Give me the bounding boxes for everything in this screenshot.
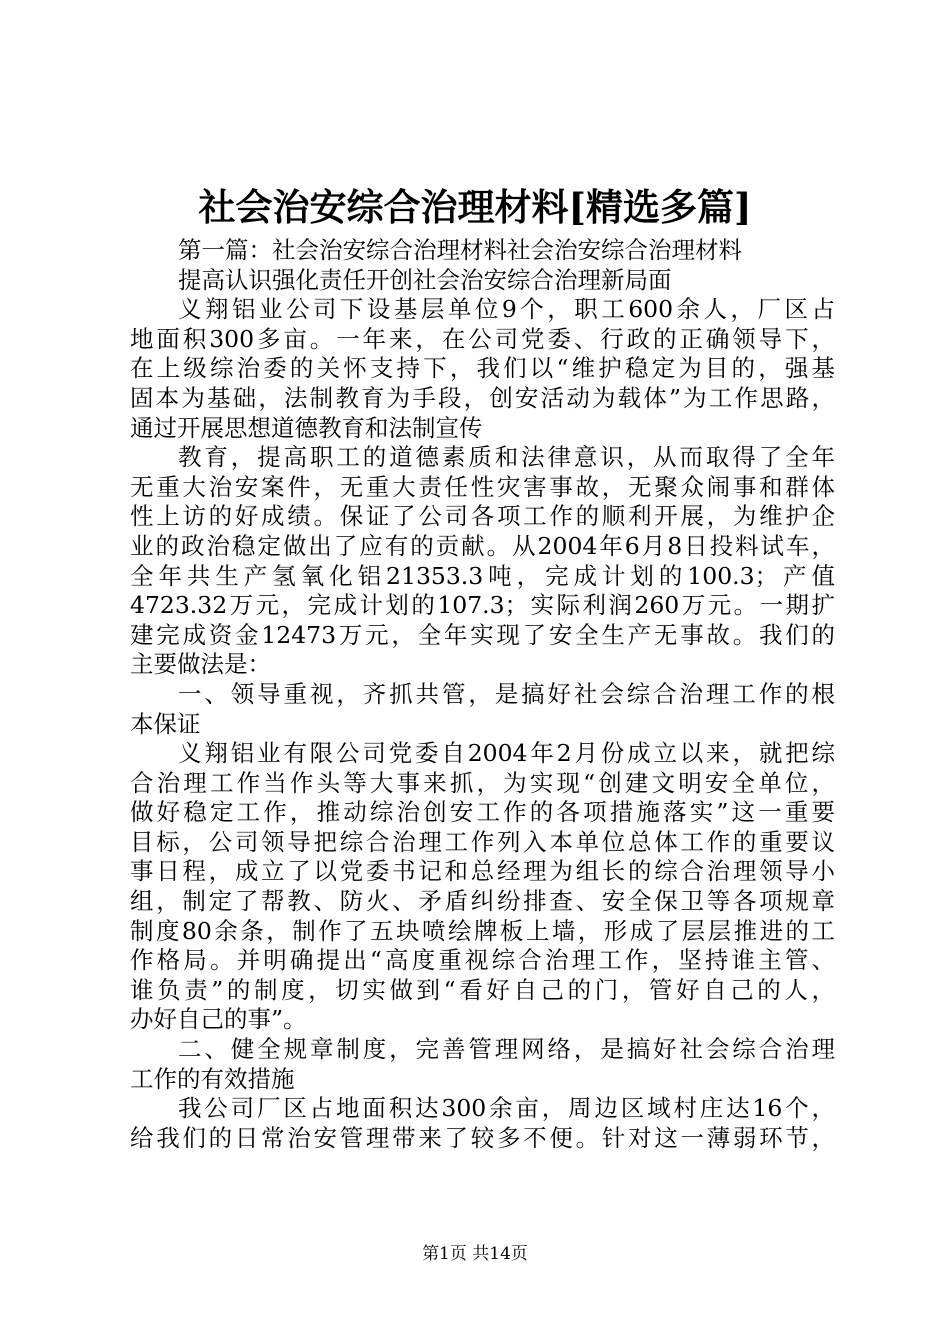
text-line: 一、领导重视，齐抓共管，是搞好社会综合治理工作的根 (178, 679, 835, 708)
document-body (130, 236, 835, 1153)
text-line: 办好自己的事”。 (130, 1005, 307, 1034)
text-line: 本保证 (130, 709, 201, 738)
text-line: 无重大治安案件，无重大责任性灾害事故，无聚众闹事和群体 (130, 472, 835, 501)
text-line: 制度80余条，制作了五块喷绘牌板上墙，形成了层层推进的工 (130, 916, 835, 945)
text-line: 教育，提高职工的道德素质和法律意识，从而取得了全年 (178, 443, 835, 472)
text-line: 义翔铝业有限公司党委自2004年2月份成立以来，就把综 (178, 739, 835, 768)
text-line: 工作的有效措施 (130, 1064, 295, 1093)
text-line: 建完成资金12473万元，全年实现了安全生产无事故。我们的 (130, 620, 835, 649)
text-line: 组，制定了帮教、防火、矛盾纠纷排查、安全保卫等各项规章 (130, 887, 835, 916)
text-line: 合治理工作当作头等大事来抓，为实现“创建文明安全单位， (130, 768, 835, 797)
text-line: 二、健全规章制度，完善管理网络，是搞好社会综合治理 (178, 1035, 835, 1064)
text-line: 作格局。并明确提出“高度重视综合治理工作，坚持谁主管、 (130, 946, 835, 975)
text-line: 地面积300多亩。一年来，在公司党委、行政的正确领导下， (130, 324, 835, 353)
text-line: 性上访的好成绩。保证了公司各项工作的顺利开展，为维护企 (130, 502, 835, 531)
document-title: 社会治安综合治理材料[精选多篇] (198, 185, 752, 229)
text-line: 谁负责”的制度，切实做到“看好自己的门，管好自己的人， (130, 975, 835, 1004)
text-line: 固本为基础，法制教育为手段，创安活动为载体”为工作思路， (130, 383, 835, 412)
text-line: 全年共生产氢氧化铝21353.3吨，完成计划的100.3；产值 (130, 561, 835, 590)
text-line: 4723.32万元，完成计划的107.3；实际利润260万元。一期扩 (130, 591, 835, 620)
text-line: 目标，公司领导把综合治理工作列入本单位总体工作的重要议 (130, 827, 835, 856)
text-line: 事日程，成立了以党委书记和总经理为组长的综合治理领导小 (130, 857, 835, 886)
text-line: 第一篇：社会治安综合治理材料社会治安综合治理材料 (178, 236, 742, 264)
text-line: 提高认识强化责任开创社会治安综合治理新局面 (178, 265, 672, 294)
text-line: 业的政治稳定做出了应有的贡献。从2004年6月8日投料试车， (130, 531, 835, 560)
text-line: 通过开展思想道德教育和法制宣传 (130, 413, 483, 442)
text-line: 做好稳定工作，推动综治创安工作的各项措施落实”这一重要 (130, 798, 835, 827)
text-line: 义翔铝业公司下设基层单位9个，职工600余人，厂区占 (178, 295, 835, 324)
text-line: 我公司厂区占地面积达300余亩，周边区域村庄达16个， (178, 1094, 835, 1123)
text-line: 主要做法是： (130, 650, 271, 679)
text-line: 在上级综治委的关怀支持下，我们以“维护稳定为目的，强基 (130, 354, 835, 383)
page-footer: 第1页 共14页 (422, 1244, 528, 1264)
text-line: 给我们的日常治安管理带来了较多不便。针对这一薄弱环节， (130, 1123, 835, 1152)
